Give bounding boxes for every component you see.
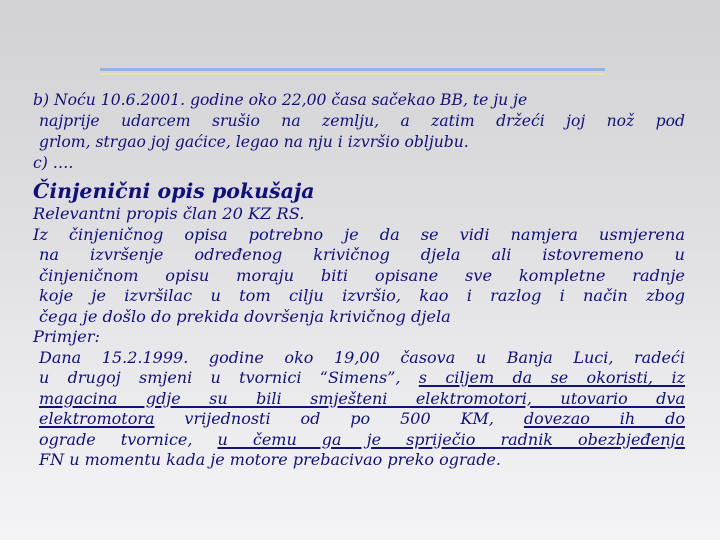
item-c: c) ….	[33, 154, 74, 172]
example-underlined-action: dovezao ih do	[523, 409, 685, 428]
decorative-blue-rule	[100, 68, 605, 71]
item-b-line-1: b) Noću 10.6.2001. godine oko 22,00 časa sačekao BB, te ju je	[33, 91, 528, 109]
item-b-line-2: najprije udarcem srušio na zemlju, a zatim držeći joj nož pod	[39, 112, 685, 130]
paragraph-line-2: na izvršenje određenog krivičnog djela ali istovremeno u	[39, 245, 685, 264]
example-underlined-object: elektromotora	[39, 409, 155, 428]
slide-content	[33, 90, 685, 471]
item-b	[33, 90, 685, 153]
example-underlined-interruption: u čemu ga je spriječio radnik obezbjeđenja	[217, 429, 685, 449]
relevant-regulation: Relevantni propis član 20 KZ RS.	[33, 204, 305, 223]
paragraph-line-1: Iz činjeničnog opisa potrebno je da se vidi namjera usmjerena	[33, 224, 685, 244]
paragraph-line-5: čega je došlo do prekida dovršenja krivičnog djela	[39, 306, 451, 326]
paragraph-line-3: činjeničnom opisu moraju biti opisane sve kompletne radnje	[39, 265, 685, 285]
example-underlined-purpose: s ciljem da se okoristi, iz	[418, 368, 686, 387]
example-label: Primjer:	[33, 327, 100, 346]
paragraph-line-4: koje je izvršilac u tom cilju izvršio, kao i razlog i način zbog	[39, 286, 685, 305]
description-paragraph	[33, 225, 685, 328]
example-line-2	[39, 368, 685, 389]
example-text	[33, 348, 685, 471]
example-line-5	[39, 430, 685, 451]
section-heading: Činjenični opis pokušaja	[33, 179, 315, 203]
example-line-4-plain: vrijednosti od po 500 KM,	[154, 409, 524, 428]
example-line-6: FN u momentu kada je motore prebacivao preko ograde.	[39, 450, 501, 469]
example-line-3: magacina gdje su bili smješteni elektromotori, utovario dva	[39, 388, 685, 408]
item-b-line-3: grlom, strgao joj gaćice, legao na nju i izvršio obljubu.	[39, 133, 469, 151]
decorative-yellow-rule	[100, 73, 605, 75]
example-line-5-plain: ograde tvornice,	[39, 429, 218, 449]
example-line-4	[39, 409, 685, 430]
example-line-2-plain: u drugoj smjeni u tvornici “Simens”,	[39, 368, 419, 387]
example-line-1: Dana 15.2.1999. godine oko 19,00 časova u Banja Luci, radeći	[39, 347, 685, 367]
